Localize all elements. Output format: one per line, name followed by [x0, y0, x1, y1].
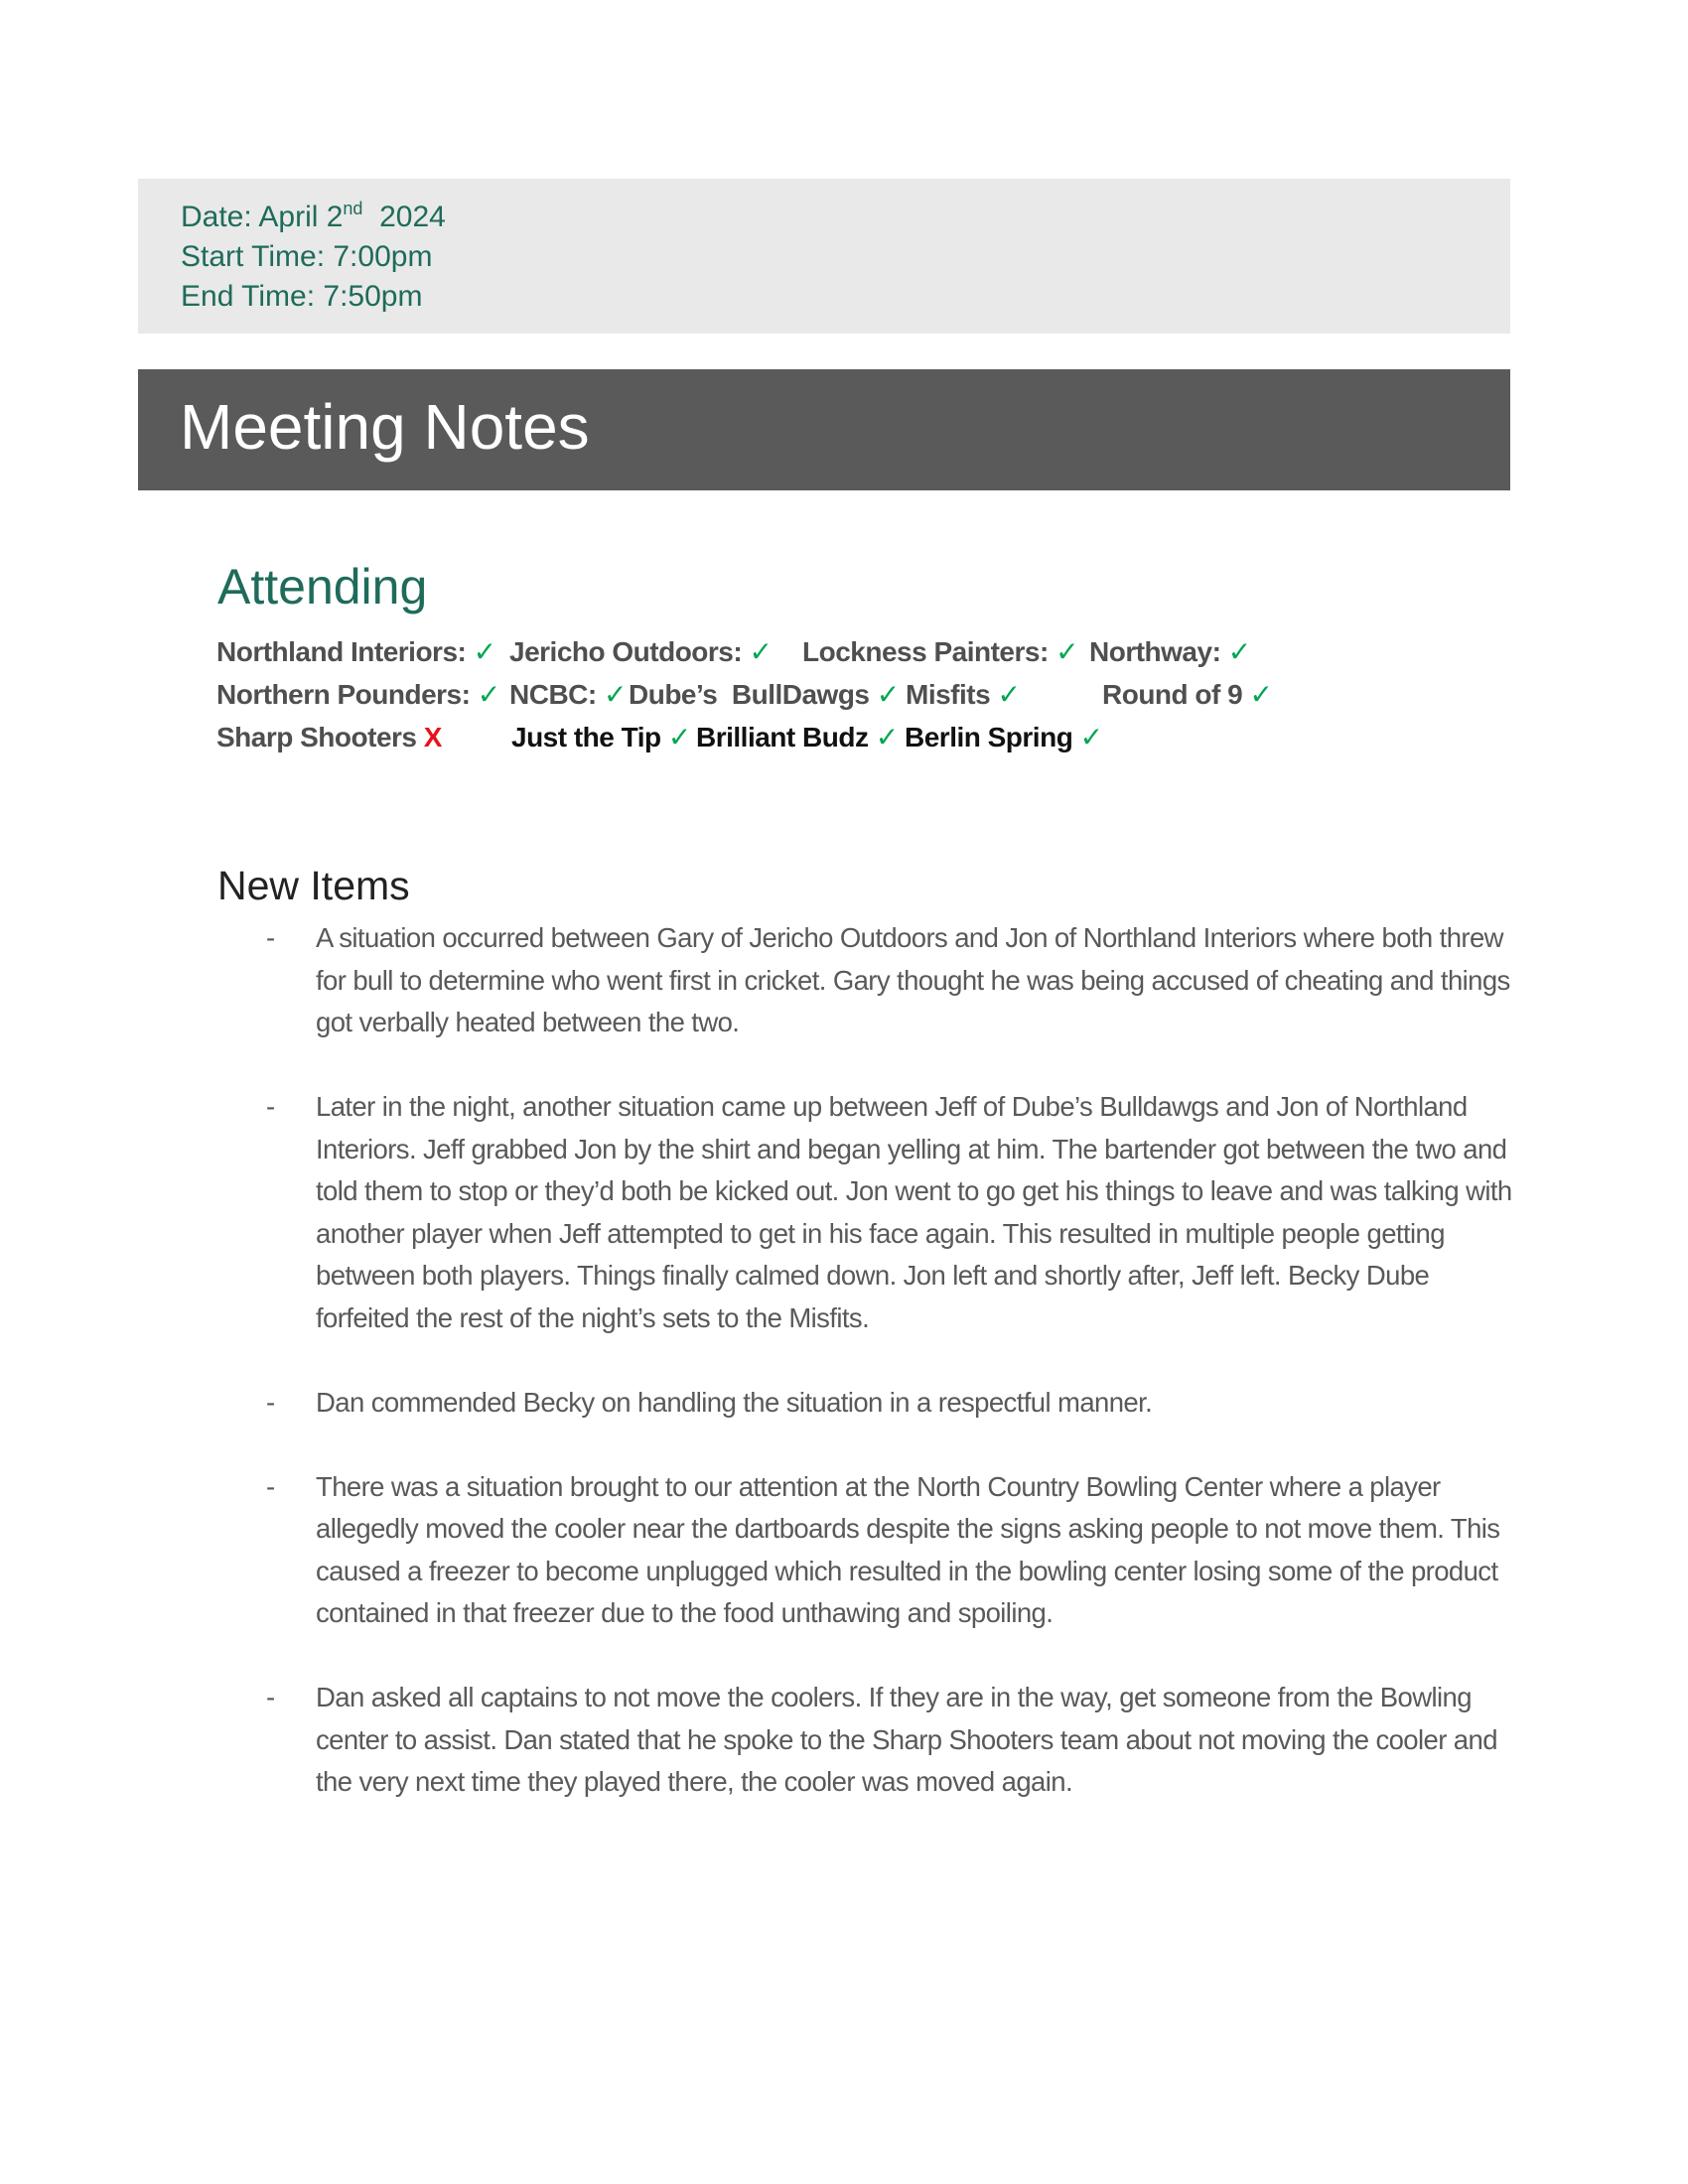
date-text: Date: April 2: [181, 201, 344, 233]
attendee-label: Berlin Spring: [905, 722, 1073, 752]
attendee-label: Northern Pounders:: [216, 679, 471, 710]
check-icon: ✓: [473, 636, 496, 667]
attendee-round-of-9: [1102, 681, 1272, 709]
meeting-end-time: End Time: 7:50pm: [181, 280, 423, 313]
check-icon: ✓: [477, 679, 500, 710]
bullet-dash: -: [266, 1682, 275, 1712]
list-item: [258, 1677, 1514, 1804]
attendee-label: Northland Interiors:: [216, 636, 467, 667]
attendee-label: Brilliant Budz: [696, 722, 869, 752]
check-icon: ✓: [1227, 636, 1251, 667]
list-item-text: Dan commended Becky on handling the situation in a respectful manner.: [316, 1386, 1153, 1418]
list-item: [258, 1086, 1514, 1339]
list-item-text: A situation occurred between Gary of Jericho Outdoors and Jon of Northland Interiors where both threw for bull to determine who went first in cricket. Gary thought he was being accused of cheating and things got verbally heated between the two.: [316, 922, 1510, 1037]
list-item: [258, 1466, 1514, 1635]
attendee-northland-interiors: [216, 638, 496, 666]
check-icon: ✓: [667, 722, 691, 752]
attendee-label: Misfits: [906, 679, 991, 710]
attendee-misfits: [906, 681, 1020, 709]
date-ordinal-suffix: nd: [343, 199, 363, 218]
title-band: [138, 369, 1510, 490]
attendee-brilliant-budz: [696, 724, 899, 751]
list-item: [258, 1382, 1514, 1425]
bullet-dash: -: [266, 1386, 275, 1418]
attendee-label: Dube’s BullDawgs: [629, 679, 870, 710]
attendee-lockness-painters: [802, 638, 1078, 666]
attendee-label: Just the Tip: [511, 722, 661, 752]
check-icon: ✓: [749, 636, 773, 667]
absent-x-icon: X: [423, 722, 442, 752]
meeting-start-time: Start Time: 7:00pm: [181, 240, 433, 273]
attendee-northern-pounders: [216, 681, 500, 709]
bullet-dash: -: [266, 1091, 275, 1122]
attendee-label: Round of 9: [1102, 679, 1243, 710]
check-icon: ✓: [604, 679, 627, 710]
attendee-just-the-tip: [511, 724, 691, 751]
check-icon: ✓: [1079, 722, 1103, 752]
attendee-jericho-outdoors: [509, 638, 772, 666]
attendee-berlin-spring: [905, 724, 1103, 751]
new-items-heading: New Items: [217, 863, 410, 908]
attendee-northway: [1089, 638, 1251, 666]
list-item-text: Dan asked all captains to not move the coolers. If they are in the way, get someone from the Bowling center to assist. Dan stated that he spoke to the Sharp Shooters team about not moving the cooler and the very next time they played there, the cooler was moved again.: [316, 1682, 1497, 1797]
list-item-text: Later in the night, another situation came up between Jeff of Dube’s Bulldawgs and Jon of Northland Interiors. Jeff grabbed Jon by the shirt and began yelling at him. The bartender got between the two and told them to stop or they’d both be kicked out. Jon went to go get his things to leave and was talking with another player when Jeff attempted to get in his face again. This resulted in multiple people getting between both players. Things finally calmed down. Jon left and shortly after, Jeff left. Becky Dube forfeited the rest of the night’s sets to the Misfits.: [316, 1091, 1512, 1333]
check-icon: ✓: [997, 679, 1021, 710]
list-item-text: There was a situation brought to our attention at the North Country Bowling Center where a player allegedly moved the cooler near the dartboards despite the signs asking people to not move them. This caused a freezer to become unplugged which resulted in the bowling center losing some of the product contained in that freezer due to the food unthawing and spoiling.: [316, 1470, 1500, 1628]
check-icon: ✓: [1249, 679, 1273, 710]
meeting-info-box: [138, 179, 1510, 334]
attendee-ncbc: [509, 681, 627, 709]
attendee-sharp-shooters: [216, 724, 442, 751]
attendee-label: Northway:: [1089, 636, 1221, 667]
check-icon: ✓: [875, 722, 899, 752]
date-year: 2024: [362, 201, 446, 233]
new-items-list: [258, 917, 1514, 1845]
meeting-date: [181, 199, 446, 233]
list-item: [258, 917, 1514, 1044]
bullet-dash: -: [266, 922, 275, 953]
attending-heading: Attending: [217, 559, 428, 614]
attendee-dubes-bulldawgs: [629, 681, 900, 709]
attendee-label: Lockness Painters:: [802, 636, 1049, 667]
attendee-label: Jericho Outdoors:: [509, 636, 743, 667]
check-icon: ✓: [1055, 636, 1079, 667]
attendee-label: NCBC:: [509, 679, 597, 710]
bullet-dash: -: [266, 1470, 275, 1502]
page-title: Meeting Notes: [180, 391, 590, 463]
check-icon: ✓: [876, 679, 900, 710]
attendee-label: Sharp Shooters: [216, 722, 417, 752]
